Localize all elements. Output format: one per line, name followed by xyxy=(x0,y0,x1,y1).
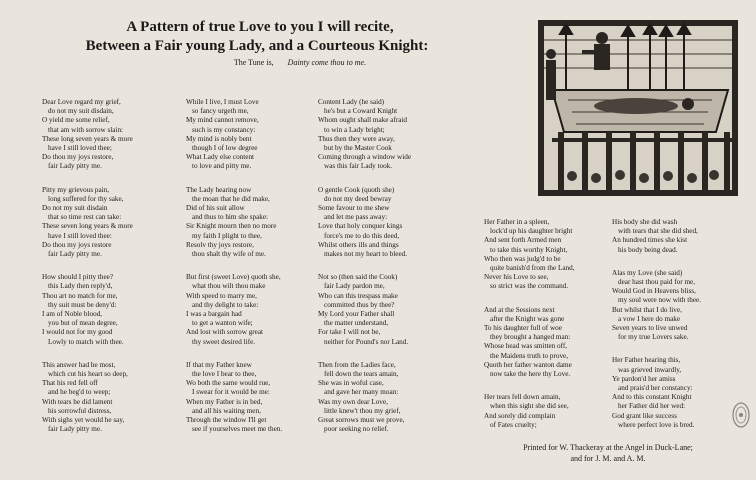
tune-name: Dainty come thou to me. xyxy=(287,58,367,67)
verse-line: I would not for my good xyxy=(42,328,113,337)
verse-line: That his red fell off xyxy=(42,379,98,388)
verse-line: little knew't thou my grief, xyxy=(324,406,401,415)
verse-line: fair Lady pitty me. xyxy=(48,250,102,259)
verse-line: committed thus by thee? xyxy=(324,300,395,309)
verse-line: And at the Sessions next xyxy=(484,305,555,314)
verse-column-3 xyxy=(318,98,458,449)
verse-line: though I of low degree xyxy=(192,144,258,153)
verse-line: I was a bargain had xyxy=(186,310,242,319)
verse-line: And sorely did complain xyxy=(484,411,556,420)
tune-line xyxy=(180,58,420,67)
verse-line: Dear Love regard my grief, xyxy=(42,98,121,106)
verse-line: What Lady else content xyxy=(186,153,255,162)
verse-column-1 xyxy=(42,98,182,449)
verse-line: Never his Love to see, xyxy=(484,273,549,282)
verse-stanza xyxy=(42,98,182,172)
verse-line: Alas my Love (she said) xyxy=(612,268,683,277)
verse-line: her Father did her wed: xyxy=(618,402,686,411)
verse-line: see if yourselves meet me then. xyxy=(192,425,283,434)
verse-line: fair Lady pardon me, xyxy=(324,282,385,291)
verse-line: I swear for it would be me: xyxy=(192,388,270,397)
verse-line: Resolv thy joys restore, xyxy=(186,240,254,249)
verse-line: But whilst that I do live, xyxy=(612,305,682,314)
verse-line: Lowly to match with thee. xyxy=(48,337,124,346)
verse-line: Whilst others ills and things xyxy=(318,240,399,249)
verse-line: And to this constant Knight xyxy=(612,393,692,402)
ballad-title xyxy=(40,18,480,56)
verse-line: dear hast thou paid for me, xyxy=(618,278,696,287)
verse-line: and thy delight to take: xyxy=(192,300,259,309)
verse-line: his body being dead. xyxy=(618,245,678,254)
woodcut-illustration xyxy=(538,20,738,196)
verse-line: My mind cannot remove, xyxy=(186,116,259,125)
verse-line: a vow I here do make xyxy=(618,314,681,323)
verse-line: O yield me some relief, xyxy=(42,116,110,125)
verse-line: To his daughter full of woe xyxy=(484,324,562,333)
verse-column-2 xyxy=(186,98,326,449)
verse-line: How should I pitty thee? xyxy=(42,273,114,282)
verse-line: Did of his suit allow xyxy=(186,204,245,213)
verse-line: thy suit must be deny'd: xyxy=(48,300,117,309)
verse-line: Do thou my joys restore xyxy=(42,240,112,249)
verse-stanza xyxy=(42,361,182,435)
verse-line: Who can this trespass make xyxy=(318,291,398,300)
verse-stanza xyxy=(186,361,326,435)
verse-line: his sorrowful distress, xyxy=(48,406,112,415)
verse-line: the love I bear to thee, xyxy=(192,370,257,379)
verse-line: With speed to marry me, xyxy=(186,291,257,300)
verse-line: when this sight she did see, xyxy=(490,402,569,411)
verse-line: this Lady then reply'd, xyxy=(48,282,113,291)
verse-line: Do thou my joys restore, xyxy=(42,153,114,162)
verse-line: Seven years to live unwed xyxy=(612,324,688,333)
verse-line: O gentle Cook (quoth she) xyxy=(318,185,395,194)
verse-line: where perfect love is bred. xyxy=(618,420,695,429)
verse-line: Do not my suit disdain xyxy=(42,204,108,213)
imprint-line-1: Printed for W. Thackeray at the Angel in Duck-Lane; xyxy=(523,443,693,452)
verse-line: My Lord your Father shall xyxy=(318,310,395,319)
verse-line: and let me pass away: xyxy=(324,213,388,222)
verse-line: he's but a Coward Knight xyxy=(324,107,398,116)
verse-line: you but of mean degree, xyxy=(48,319,118,328)
title-line-2: Between a Fair young Lady, and a Courteous Knight: xyxy=(85,38,429,54)
verse-line: fair Lady pitty me. xyxy=(48,425,102,434)
verse-line: that am with sorrow slain: xyxy=(48,125,124,134)
verse-line: An hundred times she kist xyxy=(612,236,688,245)
verse-line: to take this worthy Knight, xyxy=(490,245,568,254)
verse-line: after the Knight was gone xyxy=(490,314,565,323)
verse-line: And sent forth Armed men xyxy=(484,236,562,245)
verse-line: lock'd up his daughter bright xyxy=(490,227,573,236)
verse-stanza xyxy=(318,273,458,347)
verse-line: and he beg'd to weep; xyxy=(48,388,111,397)
verse-line: to win a Lady bright; xyxy=(324,125,385,134)
verse-line: have I still loved thee; xyxy=(48,144,112,153)
verse-line: Content Lady (he said) xyxy=(318,98,385,106)
verse-line: my faith I plight to thee, xyxy=(192,231,262,240)
verse-line: and thus to him she spake: xyxy=(192,213,269,222)
verse-stanza xyxy=(612,269,752,343)
verse-line: Ye pardon'd her amiss xyxy=(612,374,676,383)
verse-column-4 xyxy=(484,218,624,444)
verse-line: While I live, I must Love xyxy=(186,98,259,106)
verse-line: Whose head was smitten off, xyxy=(484,342,568,351)
verse-line: Sir Knight mourn then no more xyxy=(186,222,277,231)
verse-line: Who then was judg'd to be xyxy=(484,254,561,263)
verse-stanza xyxy=(42,273,182,347)
verse-line: Her Father hearing this, xyxy=(612,356,681,365)
verse-line: With tears he did lament xyxy=(42,397,113,406)
verse-line: Pitty my grievous pain, xyxy=(42,185,110,194)
verse-line: Thou art no match for me, xyxy=(42,291,118,300)
verse-line: was this fair Lady took. xyxy=(324,162,393,171)
verse-line: Not so (then said the Cook) xyxy=(318,273,398,282)
verse-line: And lost with sorrow great xyxy=(186,328,264,337)
verse-line: Thus then they were away, xyxy=(318,134,395,143)
verse-line: do not my deed bewray xyxy=(324,194,392,203)
verse-line: She was in woful case, xyxy=(318,379,384,388)
verse-line: and all his waiting men, xyxy=(192,406,261,415)
library-stamp-icon xyxy=(731,400,751,430)
verse-line: Was my own dear Love, xyxy=(318,397,388,406)
verse-stanza xyxy=(186,98,326,172)
verse-line: This answer had he most, xyxy=(42,360,116,369)
verse-line: to get a wanton wife; xyxy=(192,319,253,328)
verse-line: Love that holy conquer kings xyxy=(318,222,403,231)
verse-line: Through the window I'll get xyxy=(186,416,267,425)
verse-stanza xyxy=(612,218,752,255)
verse-line: fell down the tears amain, xyxy=(324,370,399,379)
verse-line: quite banish'd from the Land, xyxy=(490,264,575,273)
verse-stanza xyxy=(318,98,458,172)
verse-line: I am of Noble blood, xyxy=(42,310,103,319)
imprint-line-2: and for J. M. and A. M. xyxy=(570,454,646,463)
verse-line: His body she did wash xyxy=(612,218,678,226)
verse-line: thou shalt thy wife of me. xyxy=(192,250,266,259)
verse-stanza xyxy=(318,186,458,260)
verse-line: Quoth her father wanton dame xyxy=(484,360,572,369)
verse-line: fair Lady pitty me. xyxy=(48,162,102,171)
verse-line: Some favour to me shew xyxy=(318,204,390,213)
verse-line: Her tears fell down amain, xyxy=(484,393,561,402)
verse-line: my soul were now with thee. xyxy=(618,296,702,305)
verse-line: Her Father in a spleen, xyxy=(484,218,550,226)
verse-line: so strict was the command. xyxy=(490,282,569,291)
verse-stanza xyxy=(484,393,624,430)
verse-line: With sighs yet would he say, xyxy=(42,416,125,425)
verse-line: neither for Pound's nor Land. xyxy=(324,337,409,346)
verse-stanza xyxy=(484,218,624,292)
verse-stanza xyxy=(186,186,326,260)
verse-line: My mind is nobly bent xyxy=(186,134,252,143)
verse-line: was grieved inwardly, xyxy=(618,365,682,374)
verse-line: they brought a hanged man: xyxy=(490,333,571,342)
verse-line: If that my Father knew xyxy=(186,360,252,369)
verse-line: what thou wilt thou make xyxy=(192,282,266,291)
verse-line: do not my suit disdain, xyxy=(48,107,114,116)
verse-line: so fancy urgeth me, xyxy=(192,107,249,116)
verse-stanza xyxy=(484,306,624,380)
verse-line: Coming through a window wide xyxy=(318,153,412,162)
verse-line: force's me to do this deed, xyxy=(324,231,400,240)
verse-line: the matter understand, xyxy=(324,319,389,328)
verse-line: These seven long years & more xyxy=(42,222,133,231)
verse-line: Then from the Ladies face, xyxy=(318,360,396,369)
verse-line: the moan that he did make, xyxy=(192,194,270,203)
verse-line: such is my constancy: xyxy=(192,125,256,134)
verse-line: and gave her many moan: xyxy=(324,388,399,397)
verse-stanza xyxy=(318,361,458,435)
verse-line: thy sweet desired life. xyxy=(192,337,256,346)
printer-imprint xyxy=(478,442,738,464)
verse-line: The Lady hearing now xyxy=(186,185,252,194)
verse-line: For take I will not be, xyxy=(318,328,381,337)
verse-stanza xyxy=(186,273,326,347)
verse-line: Would God in Heavens bliss, xyxy=(612,287,696,296)
verse-line: When my Father is in bed, xyxy=(186,397,263,406)
verse-line: makes not my heart to bleed. xyxy=(324,250,408,259)
title-line-1: A Pattern of true Love to you I will recite, xyxy=(126,19,394,35)
verse-line: But first (sweet Love) quoth she, xyxy=(186,273,281,282)
verse-line: now take the here thy Love. xyxy=(490,370,571,379)
verse-line: which cut his heart so deep, xyxy=(48,370,128,379)
verse-line: God grant like success xyxy=(612,411,677,420)
verse-line: have I still loved thee: xyxy=(48,231,112,240)
verse-line: of Fates cruelty; xyxy=(490,420,537,429)
verse-line: but by the Master Cook xyxy=(324,144,392,153)
verse-line: for my true Lovers sake. xyxy=(618,333,689,342)
verse-line: to love and pitty me. xyxy=(192,162,252,171)
verse-line: and prais'd her constancy: xyxy=(618,384,693,393)
verse-line: poor seeking no relief. xyxy=(324,425,389,434)
verse-line: with tears that she did shed, xyxy=(618,227,698,236)
verse-line: Wo both the same would rue, xyxy=(186,379,271,388)
verse-line: the Maidens truth to prove, xyxy=(490,351,569,360)
verse-line: These long seven years & more xyxy=(42,134,133,143)
verse-line: that so time rest can take: xyxy=(48,213,122,222)
verse-line: long suffered for thy sake, xyxy=(48,194,124,203)
tune-label: The Tune is, xyxy=(233,58,274,67)
verse-stanza xyxy=(42,186,182,260)
verse-line: Great sorrows must we prove, xyxy=(318,416,405,425)
verse-line: Whom ought shall make afraid xyxy=(318,116,408,125)
